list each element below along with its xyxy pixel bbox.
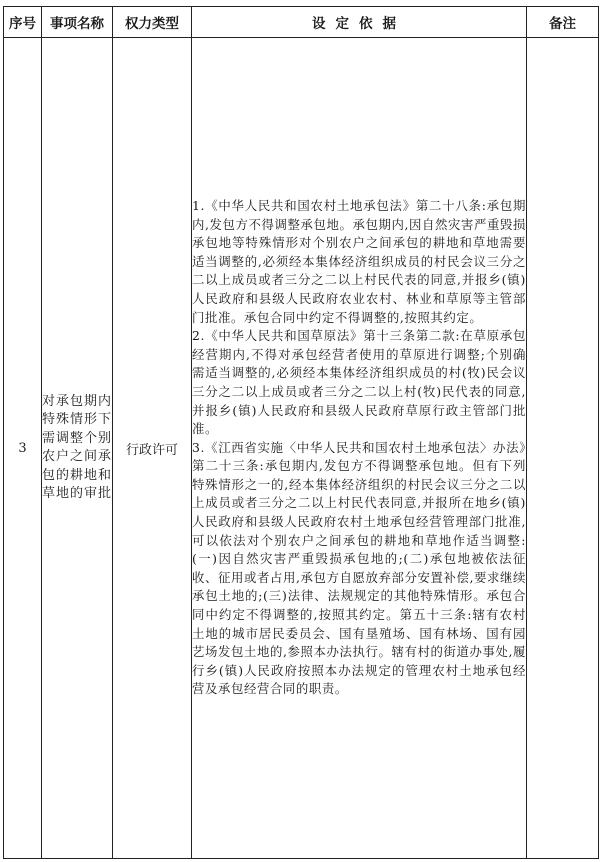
header-legal-basis: 设定依据 bbox=[192, 7, 527, 38]
item-name-cell: 对承包期内特殊情形下需调整个别农户之间承包的耕地和草地的审批 bbox=[42, 38, 113, 859]
header-remarks: 备注 bbox=[527, 7, 599, 38]
basis-paragraph-3: 3.《江西省实施〈中华人民共和国农村土地承包法〉办法》第二十三条:承包期内,发包方不得调整承包地。但有下列特殊情形之一的,经本集体经济组织的村民会议三分之二以上成员或者三分之二以上村民代表同意,并报所在地乡(镇)人民政府和县级人民政府农村土地承包经营管理部门批准,可以依法对个别农户之间承包的耕地和草地作适当调整:(一)因自然灾害严重毁损承包地的;(二)承包地被依法征收、征用或者占用,承包方自愿放弃部分安置补偿,要求继续承包土地的;(三)法律、法规规定的其他特殊情形。承包合同中约定不得调整的,按照其约定。第五十三条:辖有农村土地的城市居民委员会、国有垦殖场、国有林场、国有园艺场发包土地的,参照本办法执行。辖有村的街道办事处,履行乡(镇)人民政府按照本办法规定的管理农村土地承包经营及承包经营合同的职责。 bbox=[192, 439, 526, 697]
authority-list-table bbox=[3, 6, 599, 859]
header-row bbox=[4, 7, 599, 38]
header-item-name: 事项名称 bbox=[42, 7, 113, 38]
header-power-type: 权力类型 bbox=[113, 7, 192, 38]
basis-paragraph-1: 1.《中华人民共和国农村土地承包法》第二十八条:承包期内,发包方不得调整承包地。承包期内,因自然灾害严重毁损承包地等特殊情形对个别农户之间承包的耕地和草地需要适当调整的,必须经本集体经济组织成员的村民会议三分之二以上成员或者三分之二以上村民代表的同意,并报乡(镇)人民政府和县级人民政府农业农村、林业和草原等主管部门批准。承包合同中约定不得调整的,按照其约定。 bbox=[192, 197, 526, 325]
header-no: 序号 bbox=[4, 7, 42, 38]
legal-basis-cell bbox=[192, 38, 527, 859]
power-type-cell: 行政许可 bbox=[113, 38, 192, 859]
basis-paragraph-2: 2.《中华人民共和国草原法》第十三条第二款:在草原承包经营期内,不得对承包经营者使用的草原进行调整;个别确需适当调整的,必须经本集体经济组织成员的村(牧)民会议三分之二以上成员或者三分之二以上村(牧)民代表的同意,并报乡(镇)人民政府和县级人民政府草原行政主管部门批准。 bbox=[192, 328, 526, 437]
remarks-cell bbox=[527, 38, 599, 859]
table-row bbox=[4, 38, 599, 859]
row-number: 3 bbox=[4, 38, 42, 859]
